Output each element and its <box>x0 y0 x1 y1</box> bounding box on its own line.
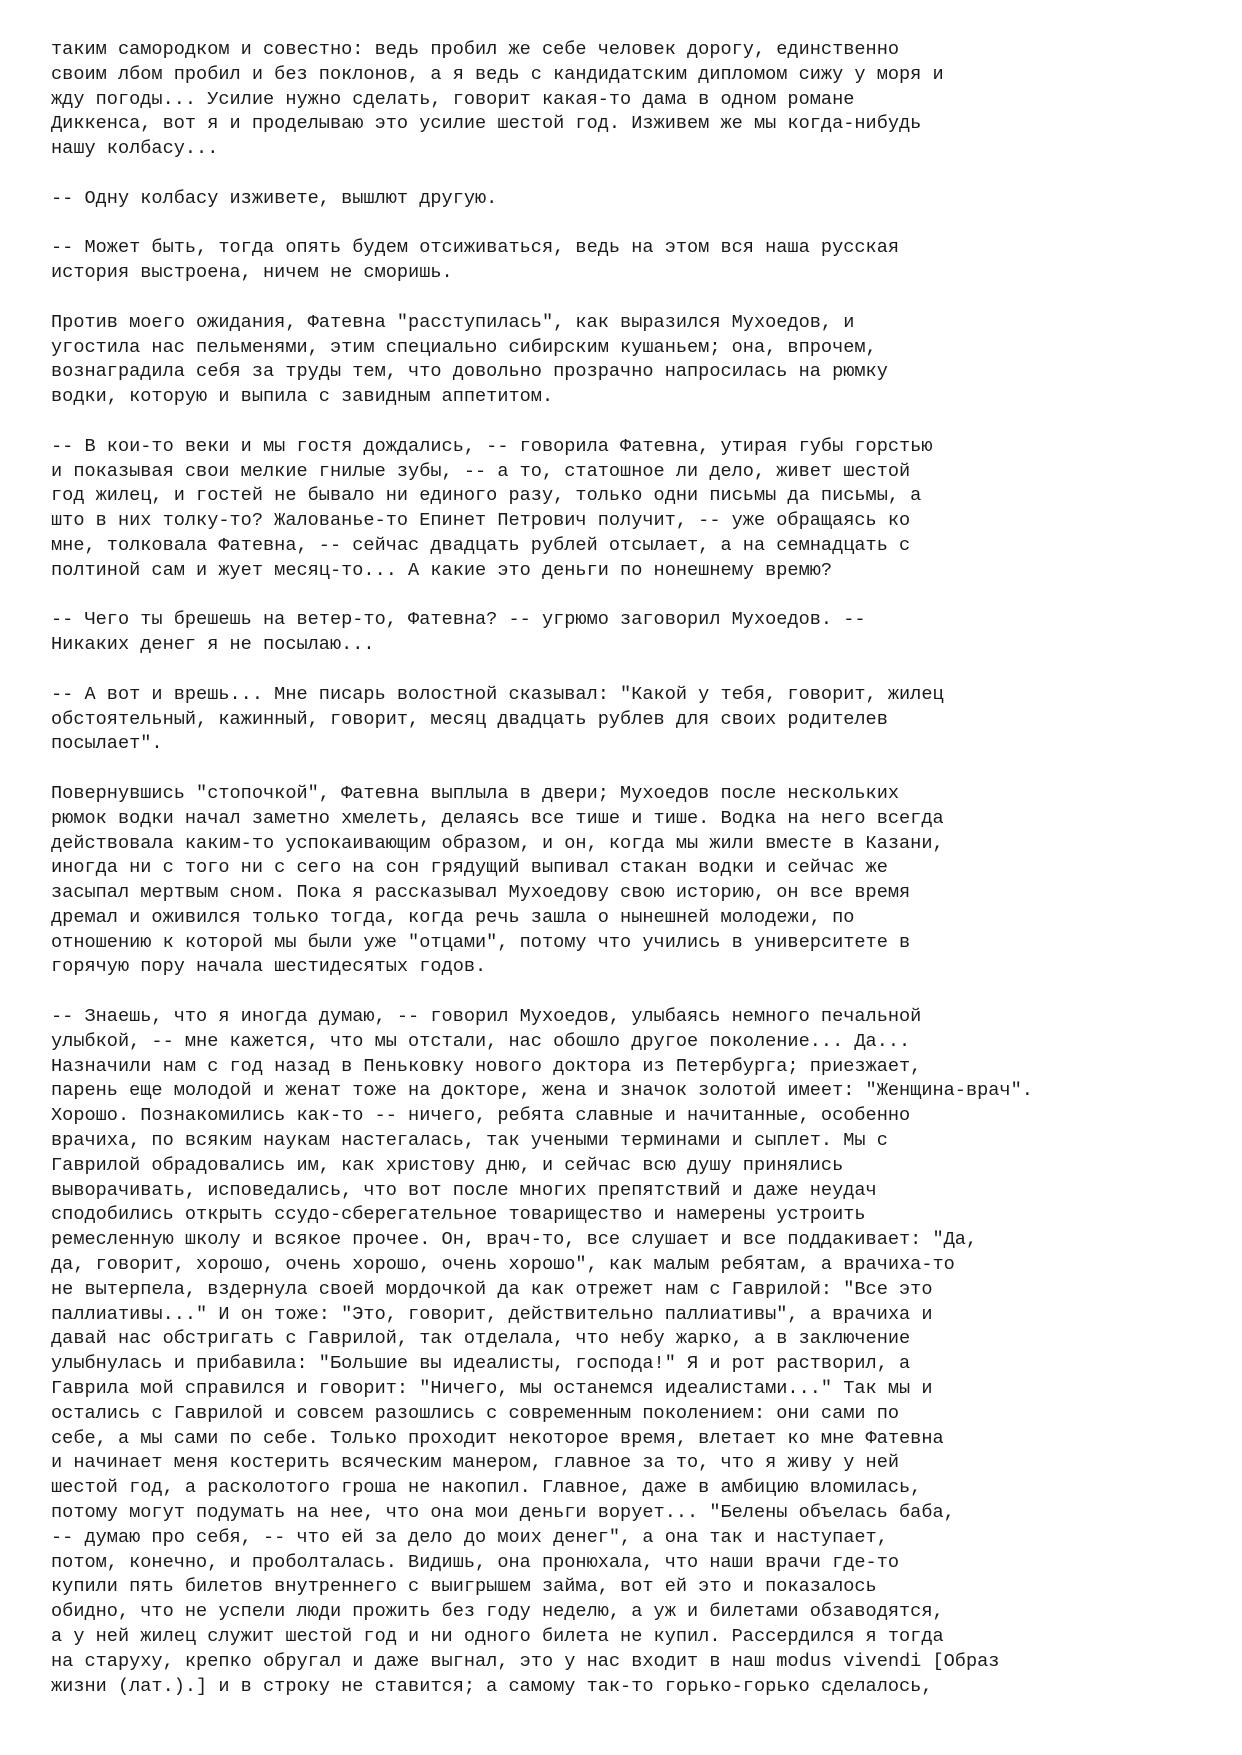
text-line: Против моего ожидания, Фатевна "расступилась", как выразился Мухоедов, и <box>51 311 855 333</box>
text-line: мне, толковала Фатевна, -- сейчас двадцать рублей отсылает, а на семнадцать с <box>51 534 911 556</box>
text-line: врачиха, по всяким наукам настегалась, так учеными терминами и сыплет. Мы с <box>51 1130 888 1152</box>
text-line: действовала каким-то успокаивающим образом, и он, когда мы жили вместе в Казани, <box>51 832 944 854</box>
text-line: остались с Гаврилой и совсем разошлись с современным поколением: они сами по <box>51 1402 900 1424</box>
text-line: иногда ни с того ни с сего на сон грядущий выпивал стакан водки и сейчас же <box>51 857 888 879</box>
text-line: а у ней жилец служит шестой год и ни одного билета не купил. Рассердился я тогда <box>51 1626 944 1647</box>
paragraph-gap <box>51 162 1236 187</box>
text-line: выворачивать, исповедались, что вот после многих препятствий и даже неудач <box>51 1179 877 1201</box>
text-line: жизни (лат.).] и в строку не ставится; а самому так-то горько-горько сделалось, <box>51 1675 933 1697</box>
text-line: горячую пору начала шестидесятых годов. <box>51 956 487 978</box>
text-line: што в них толку-то? Жалованье-то Епинет Петрович получит, -- уже обращаясь ко <box>51 510 911 532</box>
text-line: таким самородком и совестно: ведь пробил же себе человек дорогу, единственно <box>51 39 900 60</box>
text-line: Хорошо. Познакомились как-то -- ничего, ребята славные и начитанные, особенно <box>51 1105 911 1127</box>
text-line: -- Знаешь, что я иногда думаю, -- говорил Мухоедов, улыбаясь немного печальной <box>51 1006 922 1028</box>
paragraph-gap <box>51 757 1236 782</box>
text-line: водки, которую и выпила с завидным аппетитом. <box>51 386 554 408</box>
text-line: не вытерпела, вздернула своей мордочкой да как отрежет нам с Гаврилой: "Все это <box>51 1278 933 1300</box>
text-line: обидно, что не успели люди прожить без году неделю, а уж и билетами обзаводятся, <box>51 1601 944 1623</box>
text-line: Никаких денег я не посылаю... <box>51 634 375 656</box>
text-line: паллиативы..." И он тоже: "Это, говорит, действительно паллиативы", а врачиха и <box>51 1303 933 1325</box>
text-line: -- Одну колбасу изживете, вышлют другую. <box>51 187 498 209</box>
text-line: Гаврила мой справился и говорит: "Ничего, мы останемся идеалистами..." Так мы и <box>51 1378 933 1400</box>
text-line: год жилец, и гостей не бывало ни единого разу, только одни письмы да письмы, а <box>51 485 922 507</box>
text-line: купили пять билетов внутреннего с выигрышем займа, вот ей это и показалось <box>51 1576 877 1598</box>
text-line: засыпал мертвым сном. Пока я рассказывал Мухоедову свою историю, он все время <box>51 882 911 904</box>
text-line: рюмок водки начал заметно хмелеть, делаясь все тише и тише. Водка на него всегда <box>51 807 944 829</box>
text-line: потом, конечно, и проболталась. Видишь, она пронюхала, что наши врачи где-то <box>51 1551 900 1573</box>
text-line: -- В кои-то веки и мы гостя дождались, -- говорила Фатевна, утирая губы горстью <box>51 435 933 457</box>
paragraph-gap <box>51 212 1236 237</box>
document-page <box>51 38 1236 1699</box>
text-line: своим лбом пробил и без поклонов, а я ведь с кандидатским дипломом сижу у моря и <box>51 63 944 85</box>
paragraph-gap <box>51 980 1236 1005</box>
text-line: Повернувшись "стопочкой", Фатевна выплыла в двери; Мухоедов после нескольких <box>51 782 900 804</box>
text-line: отношению к которой мы были уже "отцами", потому что учились в университете в <box>51 931 911 953</box>
text-line: себе, а мы сами по себе. Только проходит некоторое время, влетает ко мне Фатевна <box>51 1427 944 1449</box>
text-line: парень еще молодой и женат тоже на докторе, жена и значок золотой имеет: "Женщина-врач". <box>51 1080 1033 1102</box>
text-line: ремесленную школу и всякое прочее. Он, врач-то, все слушает и все поддакивает: "Да, <box>51 1229 978 1251</box>
text-line: посылает". <box>51 733 163 755</box>
text-line: Гаврилой обрадовались им, как христову дню, и сейчас всю душу принялись <box>51 1154 844 1176</box>
text-line: полтиной сам и жует месяц-то... А какие это деньги по нонешнему времю? <box>51 559 833 581</box>
text-line: потому могут подумать на нее, что она мои деньги ворует... "Белены объелась баба, <box>51 1502 955 1524</box>
text-line: на старуху, крепко обругал и даже выгнал, это у нас входит в наш modus vivendi [Образ <box>51 1650 1000 1672</box>
text-line: -- Чего ты брешешь на ветер-то, Фатевна? -- угрюмо заговорил Мухоедов. -- <box>51 609 866 631</box>
text-line: -- А вот и врешь... Мне писарь волостной сказывал: "Какой у тебя, говорит, жилец <box>51 683 944 705</box>
paragraph-gap <box>51 584 1236 609</box>
text-line: угостила нас пельменями, этим специально сибирским кушаньем; она, впрочем, <box>51 336 877 358</box>
paragraph-gap <box>51 658 1236 683</box>
paragraph-gap <box>51 410 1236 435</box>
text-line: -- Может быть, тогда опять будем отсиживаться, ведь на этом вся наша русская <box>51 237 900 259</box>
text-line: давай нас обстригать с Гаврилой, так отделала, что небу жарко, а в заключение <box>51 1328 911 1350</box>
text-line: улыбкой, -- мне кажется, что мы отстали, нас обошло другое поколение... Да... <box>51 1030 911 1052</box>
text-line: дремал и оживился только тогда, когда речь зашла о нынешней молодежи, по <box>51 906 855 928</box>
text-line: Назначили нам с год назад в Пеньковку нового доктора из Петербурга; приезжает, <box>51 1055 922 1077</box>
text-line: да, говорит, хорошо, очень хорошо, очень хорошо", как малым ребятам, а врачиха-то <box>51 1254 955 1276</box>
text-line: и показывая свои мелкие гнилые зубы, -- а то, статошное ли дело, живет шестой <box>51 460 911 482</box>
text-line: Диккенса, вот я и проделываю это усилие шестой год. Изживем же мы когда-нибудь <box>51 113 922 135</box>
text-line: жду погоды... Усилие нужно сделать, говорит какая-то дама в одном романе <box>51 88 855 110</box>
text-line: обстоятельный, кажинный, говорит, месяц двадцать рублев для своих родителев <box>51 708 888 730</box>
text-line: история выстроена, ничем не сморишь. <box>51 262 453 284</box>
text-line: -- думаю про себя, -- что ей за дело до моих денег", а она так и наступает, <box>51 1526 888 1548</box>
text-line: шестой год, а расколотого гроша не накопил. Главное, даже в амбицию вломилась, <box>51 1477 922 1499</box>
text-line: улыбнулась и прибавила: "Большие вы идеалисты, господа!" Я и рот растворил, а <box>51 1353 911 1375</box>
text-line: вознаградила себя за труды тем, что довольно прозрачно напросилась на рюмку <box>51 361 888 383</box>
text-line: сподобились открыть ссудо-сберегательное товарищество и намерены устроить <box>51 1204 866 1226</box>
text-line: нашу колбасу... <box>51 138 219 160</box>
text-line: и начинает меня костерить всяческим манером, главное за то, что я живу у ней <box>51 1452 900 1474</box>
paragraph-gap <box>51 286 1236 311</box>
